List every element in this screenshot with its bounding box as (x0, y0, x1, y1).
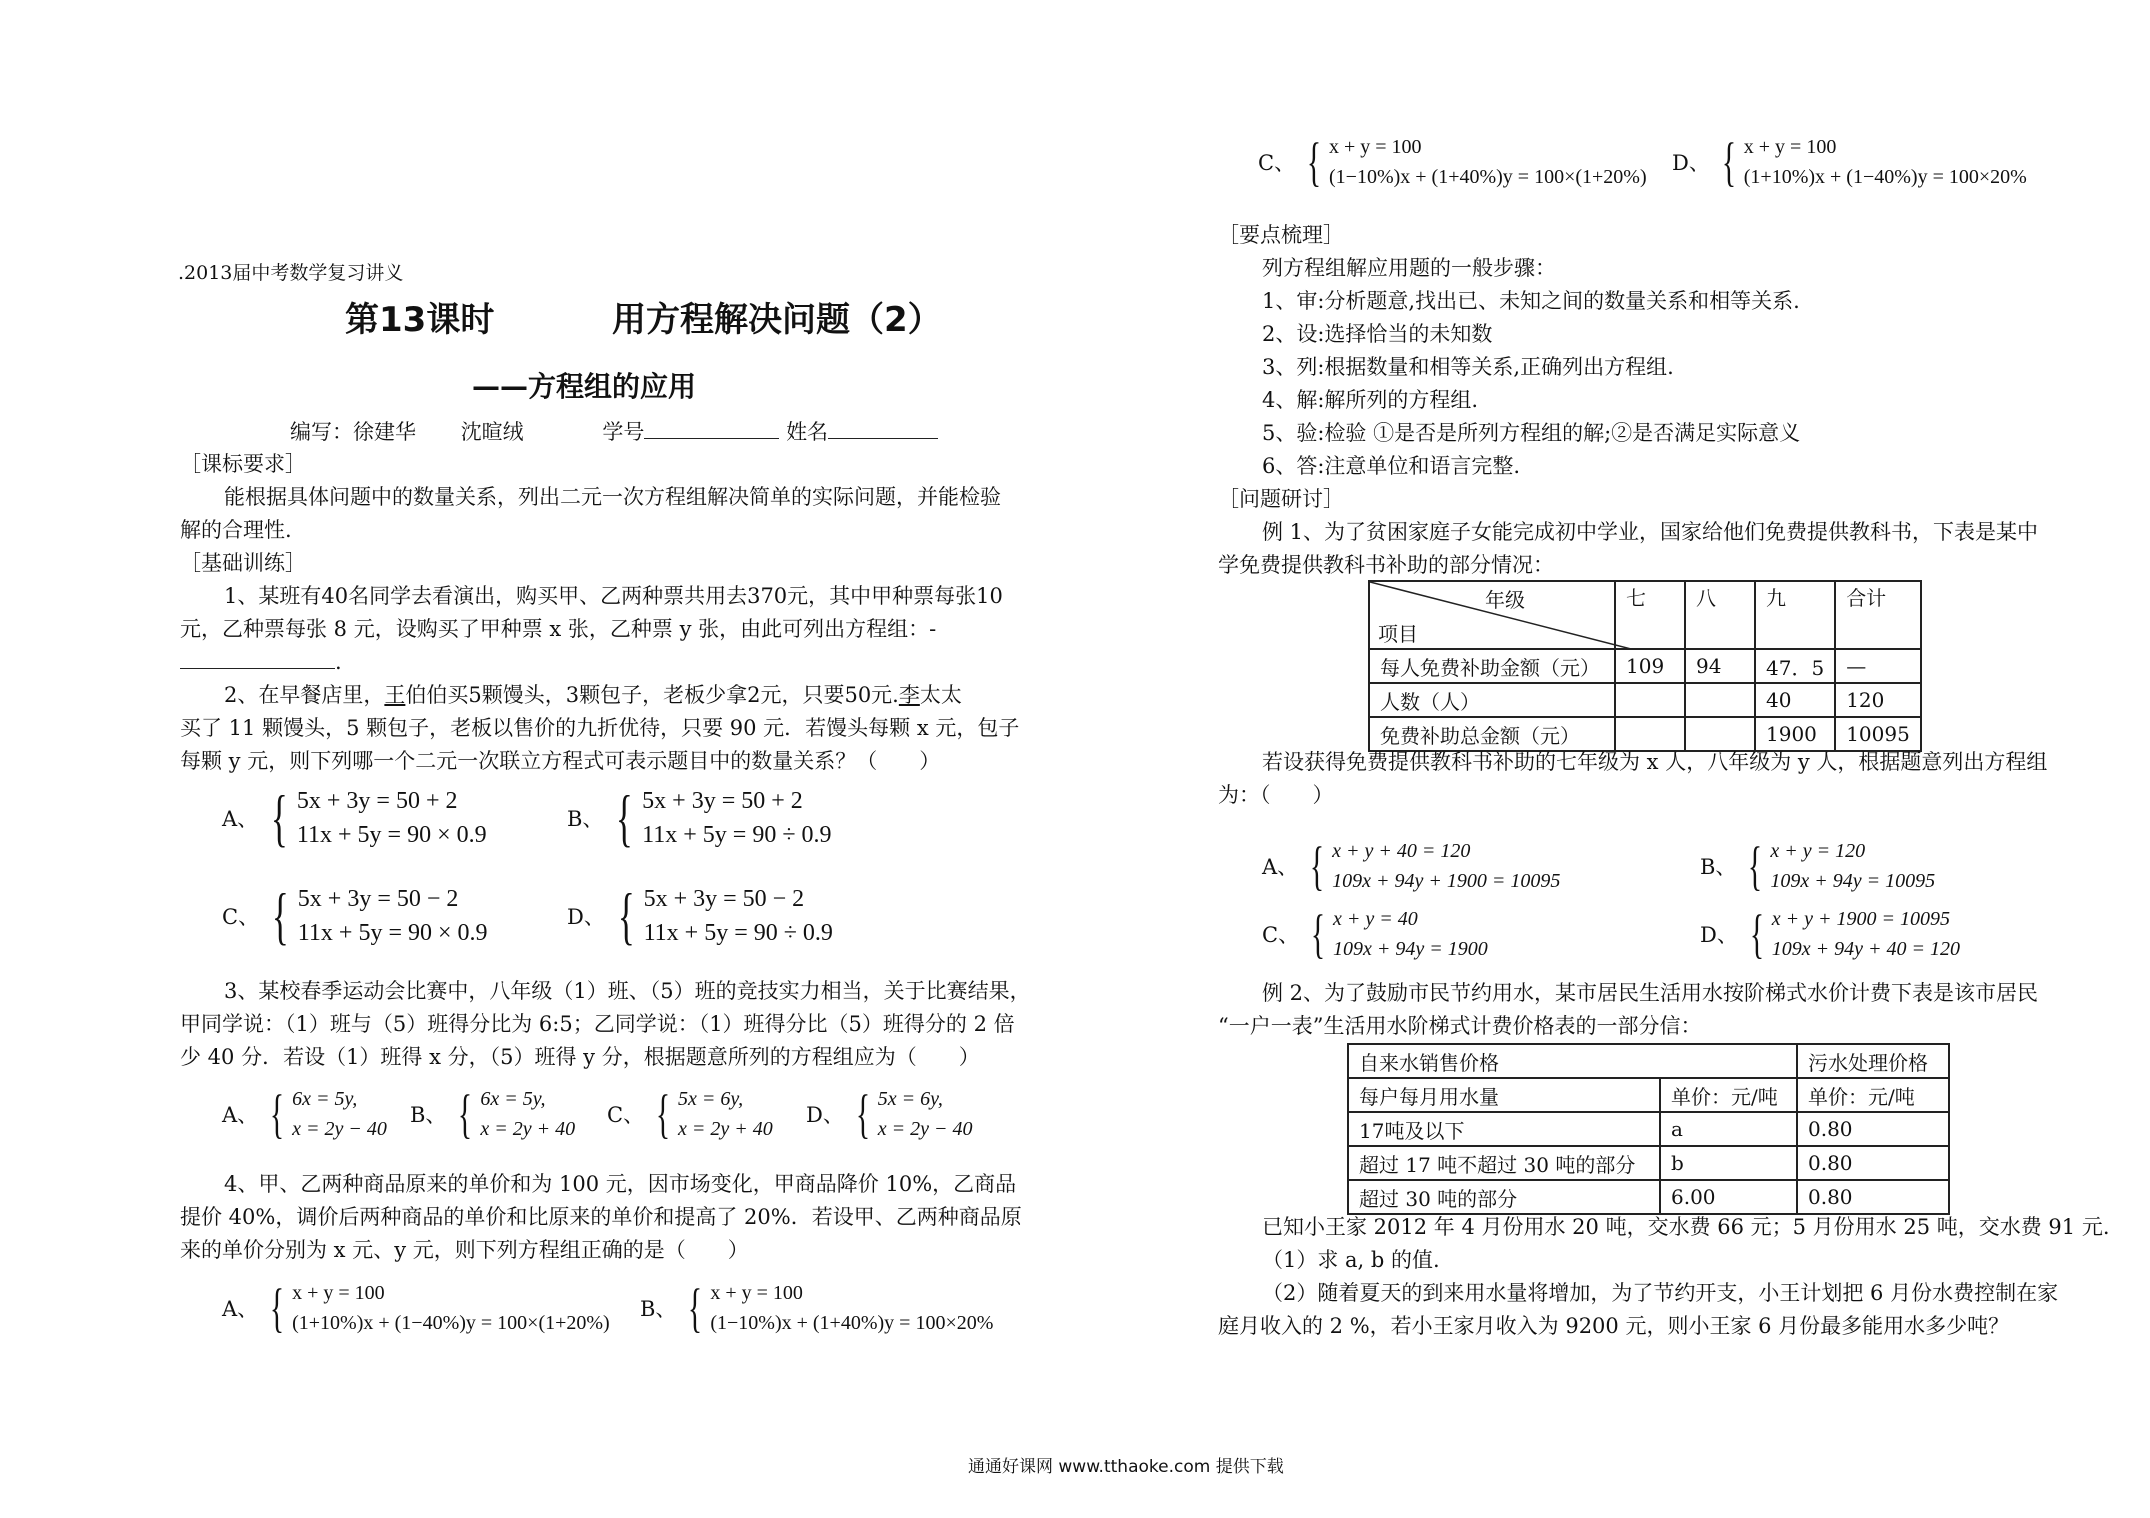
name-label: 姓名 (786, 420, 829, 444)
table-row (1369, 649, 1921, 683)
ex2-line-3: 已知小王家 2012 年 4 月份用水 20 吨，交水费 66 元；5 月份用水 25 吨，交水费 91 元. (1262, 1215, 2110, 1239)
series-label: .2013届中考数学复习讲义 (178, 262, 404, 284)
equation: (1+10%)x + (1−40%)y = 100×(1+20%) (292, 1312, 610, 1334)
key-points-intro: 列方程组解应用题的一般步骤： (1262, 256, 1556, 280)
table-header: 每户每月用水量 (1348, 1078, 1660, 1112)
ex2-line-5: （2）随着夏天的到来用水量将增加，为了节约开支，小王计划把 6 月份水费控制在家 (1262, 1281, 2059, 1305)
table-row (1348, 1146, 1949, 1180)
table-header: 单价：元/吨 (1797, 1078, 1949, 1112)
q2-line-3: 每颗 y 元，则下列哪一个二元一次联立方程式可表示题目中的数量关系？（ ） (180, 749, 941, 773)
equation: x + y = 100 (1743, 136, 1837, 158)
column-header: 合计 (1835, 581, 1921, 649)
equation: x = 2y − 40 (877, 1118, 973, 1140)
ex1-option-c[interactable]: C、 { x + y = 40 109x + 94y = 1900 (1262, 904, 1488, 964)
water-price-table (1347, 1043, 1950, 1215)
brace-icon: { (1310, 836, 1325, 896)
brace-icon: { (688, 1278, 703, 1338)
equation: 11x + 5y = 90 × 0.9 (296, 822, 487, 848)
equation: (1−10%)x + (1+40%)y = 100×(1+20%) (1329, 166, 1647, 188)
equation: x + y = 100 (292, 1282, 385, 1304)
ex1-option-b[interactable]: B、 { x + y = 120 109x + 94y = 10095 (1700, 836, 1936, 896)
table-cell: 10095 (1835, 717, 1921, 751)
table-cell: 120 (1835, 683, 1921, 717)
ex2-line-1: 例 2、为了鼓励市民节约用水，某市居民生活用水按阶梯式水价计费下表是该市居民 (1262, 981, 2039, 1005)
brace-icon: { (1749, 904, 1764, 964)
brace-icon: { (655, 1084, 671, 1144)
table-cell: 17吨及以下 (1348, 1112, 1660, 1146)
equation: 5x + 3y = 50 + 2 (642, 788, 803, 814)
equation: x + y = 120 (1770, 840, 1866, 862)
author-line (290, 416, 938, 446)
q3-option-c[interactable]: C、 { 5x = 6y, x = 2y + 40 (607, 1084, 773, 1144)
ex1-option-d[interactable]: D、 { x + y + 1900 = 10095 109x + 94y + 40 = 120 (1700, 904, 1961, 964)
q4-line-1: 4、甲、乙两种商品原来的单价和为 100 元，因市场变化，甲商品降价 10%，乙商品 (224, 1172, 1017, 1196)
ex1-option-a[interactable]: A、 { x + y + 40 = 120 109x + 94y + 1900 = 10095 (1262, 836, 1561, 896)
equation: 11x + 5y = 90 × 0.9 (297, 920, 488, 946)
brace-icon: { (270, 1278, 285, 1338)
table-header: 污水处理价格 (1797, 1044, 1949, 1078)
author-label: 编写：徐建华 (290, 420, 416, 444)
step-4: 4、解:解所列的方程组. (1262, 388, 1479, 412)
ex1-line-2: 学免费提供教科书补助的部分情况： (1218, 553, 1554, 577)
equation: 5x + 3y = 50 − 2 (297, 886, 459, 912)
q2-line-1: 2、在早餐店里，王伯伯买5颗馒头，3颗包子，老板少拿2元，只要50元.李太太 (224, 683, 962, 707)
table-cell: 0.80 (1797, 1112, 1949, 1146)
equation: 6x = 5y, (480, 1088, 546, 1110)
requirements-heading: ［课标要求］ (180, 452, 306, 476)
table-cell: 6.00 (1660, 1180, 1797, 1214)
equation: x = 2y − 40 (292, 1118, 387, 1140)
table-cell: 109 (1615, 649, 1685, 683)
table-row (1348, 1078, 1949, 1112)
equation: 5x + 3y = 50 − 2 (643, 886, 805, 912)
table-cell: 1900 (1755, 717, 1835, 751)
corner-top-label: 年级 (1485, 588, 1525, 612)
table-cell (1685, 683, 1755, 717)
equation: (1+10%)x + (1−40%)y = 100×20% (1743, 166, 2027, 188)
student-no-field[interactable] (644, 438, 779, 439)
table-cell: 0.80 (1797, 1180, 1949, 1214)
q3-option-b[interactable]: B、 { 6x = 5y, x = 2y + 40 (410, 1084, 576, 1144)
page-subtitle: ——方程组的应用 (472, 370, 697, 403)
ex1-line-1: 例 1、为了贫困家庭子女能完成初中学业，国家给他们免费提供教科书，下表是某中 (1262, 520, 2039, 544)
q3-line-3: 少 40 分．若设（1）班得 x 分，（5）班得 y 分，根据题意所列的方程组应为（ ） (180, 1045, 980, 1069)
brace-icon: { (855, 1084, 870, 1144)
brace-icon: { (458, 1084, 473, 1144)
brace-icon: { (1306, 132, 1322, 192)
equation: (1−10%)x + (1+40%)y = 100×20% (710, 1312, 994, 1334)
table-cell: 47．5 (1755, 649, 1835, 683)
equation: 11x + 5y = 90 ÷ 0.9 (643, 920, 833, 946)
step-5: 5、验:检验 ①是否是所列方程组的解;②是否满足实际意义 (1262, 421, 1801, 445)
q1-answer-blank[interactable] (180, 668, 335, 669)
q1-line-1: 1、某班有40名同学去看演出，购买甲、乙两种票共用去370元，其中甲种票每张10 (224, 584, 1003, 608)
requirements-text-1: 能根据具体问题中的数量关系，列出二元一次方程组解决简单的实际问题，并能检验 (224, 485, 1001, 509)
ex1-line-3: 若设获得免费提供教科书补助的七年级为 x 人，八年级为 y 人，根据题意列出方程组 (1262, 750, 2048, 774)
equation: x = 2y + 40 (480, 1118, 576, 1140)
brace-icon: { (617, 880, 635, 951)
q2-option-b[interactable]: B、 { 5x + 3y = 50 + 2 11x + 5y = 90 ÷ 0.9 (567, 782, 832, 853)
q3-option-d[interactable]: D、 { 5x = 6y, x = 2y − 40 (806, 1084, 973, 1144)
name-field[interactable] (828, 438, 938, 439)
step-1: 1、审:分析题意,找出已、未知之间的数量关系和相等关系. (1262, 289, 1800, 313)
q2-line-2: 买了 11 颗馒头，5 颗包子，老板以售价的九折优待，只要 90 元．若馒头每颗 x 元，包子 (180, 716, 1020, 740)
equation: x + y = 100 (1329, 136, 1422, 158)
q4-line-2: 提价 40%，调价后两种商品的单价和比原来的单价和提高了 20%．若设甲、乙两种商品原 (180, 1205, 1022, 1229)
q4-option-c[interactable]: C、 { x + y = 100 (1−10%)x + (1+40%)y = 100×(1+20%) (1258, 132, 1647, 192)
table-cell: 0.80 (1797, 1146, 1949, 1180)
equation: 109x + 94y + 1900 = 10095 (1332, 870, 1561, 892)
q1-line-2: 元，乙种票每张 8 元，设购买了甲种票 x 张，乙种票 y 张，由此可列出方程组：- (180, 617, 937, 641)
step-2: 2、设:选择恰当的未知数 (1262, 322, 1493, 346)
column-header: 八 (1685, 581, 1755, 649)
brace-icon: { (271, 880, 289, 951)
row-label: 每人免费补助金额（元） (1369, 649, 1615, 683)
page-title: 用方程解决问题（2） (612, 300, 942, 340)
basic-heading: ［基础训练］ (180, 551, 306, 575)
q1-answer-line: . (180, 645, 342, 679)
table-row (1348, 1180, 1949, 1214)
table-cell: — (1835, 649, 1921, 683)
ex2-line-6: 庭月收入的 2 %，若小王家月收入为 9200 元，则小王家 6 月份最多能用水多少吨？ (1218, 1314, 2010, 1338)
equation: 109x + 94y = 1900 (1333, 938, 1488, 960)
table-header: 自来水销售价格 (1348, 1044, 1797, 1078)
q3-option-a[interactable]: A、 { 6x = 5y, x = 2y − 40 (222, 1084, 387, 1144)
table-cell: 超过 17 吨不超过 30 吨的部分 (1348, 1146, 1660, 1180)
q2-option-d[interactable]: D、 { 5x + 3y = 50 − 2 11x + 5y = 90 ÷ 0.9 (567, 880, 833, 951)
equation: 5x = 6y, (877, 1088, 943, 1110)
brace-icon: { (616, 782, 634, 853)
footer-credit: 通通好课网 www.tthaoke.com 提供下载 (968, 1457, 1284, 1477)
q2-option-c[interactable]: C、 { 5x + 3y = 50 − 2 11x + 5y = 90 × 0.9 (222, 880, 488, 951)
brace-icon: { (1310, 904, 1326, 964)
brace-icon: { (1748, 836, 1763, 896)
equation: 109x + 94y + 40 = 120 (1771, 938, 1961, 960)
equation: 11x + 5y = 90 ÷ 0.9 (642, 822, 832, 848)
step-3: 3、列:根据数量和相等关系,正确列出方程组. (1262, 355, 1674, 379)
equation: 5x + 3y = 50 + 2 (296, 788, 458, 814)
row-label: 免费补助总金额（元） (1369, 717, 1615, 751)
table-cell: b (1660, 1146, 1797, 1180)
ex1-line-4: 为：（ ） (1218, 783, 1334, 807)
ex2-line-4: （1）求 a, b 的值. (1262, 1248, 1440, 1272)
q3-line-2: 甲同学说：（1）班与（5）班得分比为 6:5；乙同学说：（1）班得分比（5）班得分的 2 倍 (180, 1012, 1015, 1036)
step-6: 6、答:注意单位和语言完整. (1262, 454, 1521, 478)
brace-icon: { (271, 782, 288, 853)
q4-line-3: 来的单价分别为 x 元、y 元，则下列方程组正确的是（ ） (180, 1238, 749, 1262)
table-cell: a (1660, 1112, 1797, 1146)
q3-line-1: 3、某校春季运动会比赛中，八年级（1）班、（5）班的竞技实力相当，关于比赛结果， (224, 979, 1031, 1003)
q4-option-d[interactable]: D、 { x + y = 100 (1+10%)x + (1−40%)y = 100×20% (1672, 132, 2027, 192)
table-header: 单价：元/吨 (1660, 1078, 1797, 1112)
research-heading: ［问题研讨］ (1218, 487, 1344, 511)
equation: 5x = 6y, (678, 1088, 744, 1110)
table-cell: 超过 30 吨的部分 (1348, 1180, 1660, 1214)
corner-bottom-label: 项目 (1378, 622, 1418, 646)
equation: x + y + 40 = 120 (1332, 840, 1471, 862)
table-cell: 94 (1685, 649, 1755, 683)
equation: x + y + 1900 = 10095 (1771, 908, 1951, 930)
row-label: 人数（人） (1369, 683, 1615, 717)
q2-option-a[interactable]: A、 { 5x + 3y = 50 + 2 11x + 5y = 90 × 0.9 (222, 782, 487, 853)
table-row (1369, 683, 1921, 717)
author-name-2: 沈暄绒 (460, 420, 524, 444)
q4-option-a[interactable]: A、 { x + y = 100 (1+10%)x + (1−40%)y = 100×(1+20%) (222, 1278, 610, 1338)
table-cell (1615, 683, 1685, 717)
table-row (1348, 1112, 1949, 1146)
lesson-number: 第13课时 (345, 300, 495, 340)
requirements-text-2: 解的合理性. (180, 518, 292, 542)
equation: 109x + 94y = 10095 (1770, 870, 1936, 892)
equation: x = 2y + 40 (678, 1118, 773, 1140)
table-corner-cell (1369, 581, 1615, 649)
column-header: 七 (1615, 581, 1685, 649)
equation: 6x = 5y, (292, 1088, 358, 1110)
student-no-label: 学号 (602, 420, 645, 444)
textbook-subsidy-table (1368, 580, 1922, 752)
ex2-line-2: “一户一表”生活用水阶梯式计费价格表的一部分信： (1218, 1014, 1702, 1038)
q4-option-b[interactable]: B、 { x + y = 100 (1−10%)x + (1+40%)y = 100×20% (640, 1278, 994, 1338)
brace-icon: { (270, 1084, 285, 1144)
equation: x + y = 40 (1333, 908, 1418, 930)
column-header: 九 (1755, 581, 1835, 649)
table-cell: 40 (1755, 683, 1835, 717)
key-points-heading: ［要点梳理］ (1218, 223, 1344, 247)
table-row (1348, 1044, 1949, 1078)
brace-icon: { (1721, 132, 1736, 192)
equation: x + y = 100 (710, 1282, 803, 1304)
